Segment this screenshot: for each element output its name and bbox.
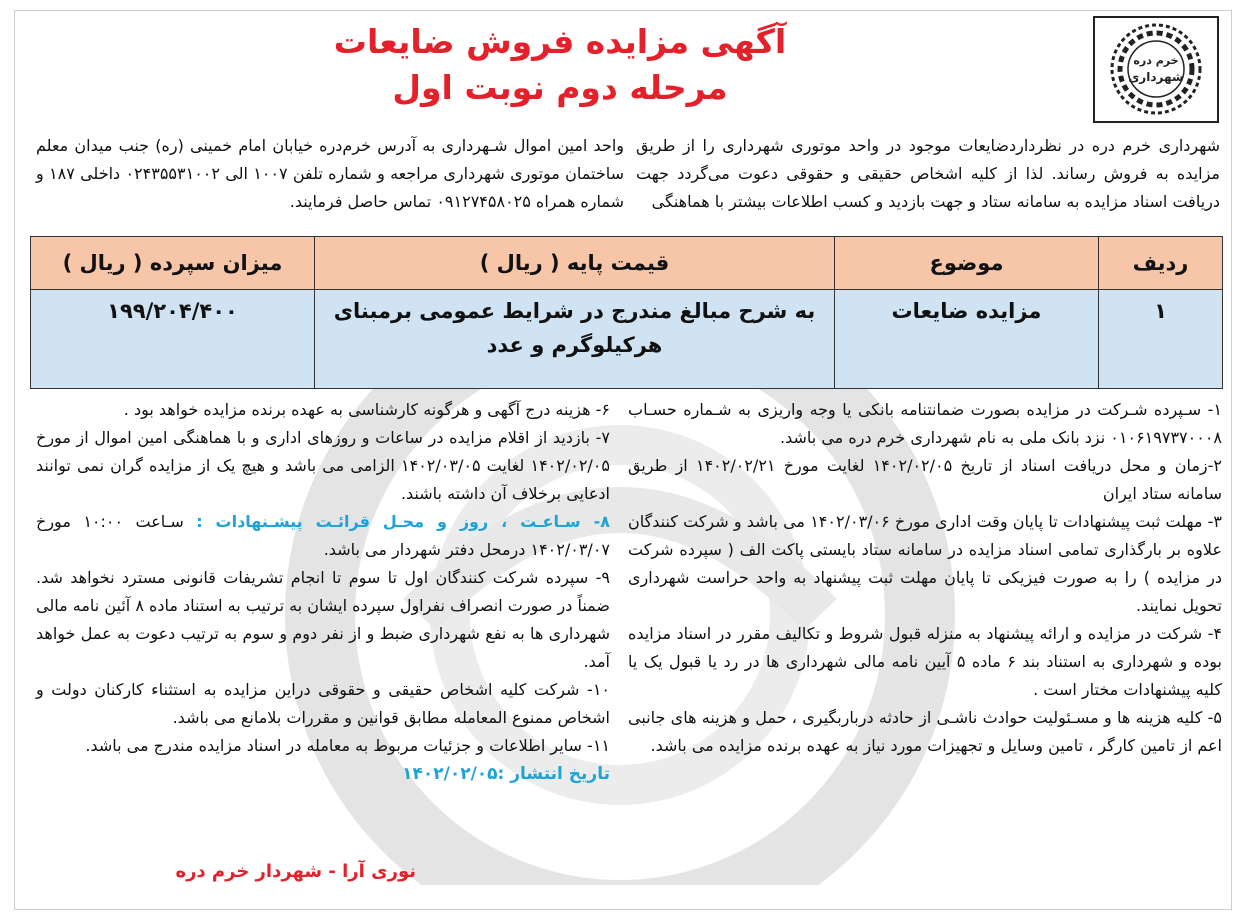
- header-subject: موضوع: [835, 237, 1099, 290]
- header-base-price: قیمت پایه ( ریال ): [315, 237, 835, 290]
- term-item-1: ۱- سـپرده شـرکت در مزایده بصورت ضمانتنامه بانکی یا وجه واریزی به شـماره حسـاب ۰۱۰۶۱۹۷۳۷۰۰۰۸ نزد بانک ملی به نام شهرداری خرم دره می باشد.: [628, 400, 1222, 447]
- cell-base-price: به شرح مبالغ مندرج در شرایط عمومی برمبنای هرکیلوگرم و عدد: [315, 290, 835, 389]
- cell-row-number: ۱: [1099, 290, 1223, 389]
- table-header-row: [31, 237, 1223, 290]
- logo-city-name: خرم دره: [1133, 54, 1179, 67]
- term-item-9: ۹- سپرده شرکت کنندگان اول تا سوم تا انجام تشریفات قانونی مسترد نخواهد شد. ضمناً در صورت انصراف نفراول سپرده ایشان به ترتیب به استناد ماده ۸ آئین نامه مالی شهرداری ها به نفع شهرداری ضبط و از نفر دوم و سوم به ترتیب دعوت به عمل خواهد آمد.: [36, 568, 611, 671]
- terms-column-left: [36, 396, 610, 788]
- logo-municipality-word: شهرداری: [1128, 70, 1184, 84]
- publication-date: تاریخ انتشار :۱۴۰۲/۰۲/۰۵: [402, 764, 610, 784]
- term-item-3: ۳- مهلت ثبت پیشنهادات تا پایان وقت اداری مورخ ۱۴۰۲/۰۳/۰۶ می باشد و شرکت کنندگان علاوه بر بارگذاری تمامی اسناد مزایده در سامانه ستاد بایستی پاکت الف ( سپرده شرکت در مزایده ) را به صورت فیزیکی تا پایان مهلت ثبت پیشنهاد به واحد حراست شهرداری تحویل نمایند.: [628, 512, 1223, 615]
- term-item-7: ۷- بازدید از اقلام مزایده در ساعات و روزهای اداری و با هماهنگی امین اموال از مورخ ۱۴۰۲/۰۲/۰۵ لغایت ۱۴۰۲/۰۳/۰۵ الزامی می باشد و هیچ یک از مزایده گران نمی توانند ادعایی برخلاف آن داشته باشند.: [36, 428, 610, 503]
- term-item-8-label: ۸- سـاعـت ، روز و محـل قرائـت پیشـنهادات :: [196, 512, 610, 531]
- table-row: [31, 290, 1223, 389]
- auction-table: [30, 236, 1223, 389]
- term-item-4: ۴- شرکت در مزایده و ارائه پیشنهاد به منزله قبول شروط و تکالیف مقرر در اسناد مزایده بوده و شهرداری به استناد بند ۶ ماده ۵ آیین نامه مالی شهرداری ها در رد یا قبول یک یا کلیه پیشنهادات مختار است .: [628, 624, 1222, 699]
- header-deposit: میزان سپرده ( ریال ): [31, 237, 315, 290]
- term-item-10: ۱۰- شرکت کلیه اشخاص حقیقی و حقوقی دراین مزایده به استثناء کارکنان دولت و اشخاص ممنوع المعامله مطابق قوانین و مقررات بلامانع می باشد.: [36, 680, 610, 727]
- municipality-logo: [1093, 16, 1219, 123]
- term-item-2: ۲-زمان و محل دریافت اسناد از تاریخ ۱۴۰۲/۰۲/۰۵ لغایت مورخ ۱۴۰۲/۰۲/۲۱ از طریق سامانه ستاد ایران: [628, 456, 1223, 503]
- rosette-icon: [1095, 18, 1217, 121]
- term-item-5: ۵- کلیه هزینه ها و مسـئولیت حوادث ناشـی از حادثه درباربگیری ، حمل و هزینه های جانبی اعم از تامین کارگر ، تامین وسایل و تجهیزات مورد نیاز به عهده برنده مزایده می باشد.: [628, 708, 1222, 755]
- terms-column-right: [628, 396, 1222, 760]
- term-item-8-text: سـاعت ۱۰:۰۰ مورخ ۱۴۰۲/۰۳/۰۷ درمحل دفتر شهردار می باشد.: [36, 512, 610, 559]
- cell-subject: مزایده ضایعات: [835, 290, 1099, 389]
- term-item-11: ۱۱- سایر اطلاعات و جزئیات مربوط به معامله در اسناد مزایده مندرج می باشد.: [85, 736, 610, 755]
- cell-deposit: ۱۹۹/۲۰۴/۴۰۰: [31, 290, 315, 389]
- term-item-8: [36, 508, 610, 564]
- page-title: آگهی مزایده فروش ضایعات: [333, 22, 787, 61]
- header-row-number: ردیف: [1099, 237, 1223, 290]
- signature: نوری آرا - شهردار خرم دره: [175, 861, 416, 882]
- intro-paragraph-right: شهرداری خرم دره در نظرداردضایعات موجود در واحد موتوری شهرداری را از طریق مزایده به فروش رساند. لذا از کلیه اشخاص حقیقی و حقوقی دعوت می‌گردد جهت دریافت اسناد مزایده به سامانه ستاد و جهت بازدید و کسب اطلاعات بیشتر با هماهنگی: [636, 136, 1220, 211]
- page-subtitle: مرحله دوم نوبت اول: [392, 68, 728, 107]
- intro-paragraph-left: واحد امین اموال شـهرداری به آدرس خرم‌دره خیابان امام خمینی (ره) جنب میدان معلم ساختمان موتوری شهرداری مراجعه و شماره تلفن ۱۰۰۷ الی ۰۲۴۳۵۵۳۱۰۰۲ داخلی ۱۸۷ و شماره همراه ۰۹۱۲۷۴۵۸۰۲۵ تماس حاصل فرمایند.: [36, 136, 625, 211]
- term-item-6: ۶- هزینه درج آگهی و هرگونه کارشناسی به عهده برنده مزایده خواهد بود .: [123, 400, 610, 419]
